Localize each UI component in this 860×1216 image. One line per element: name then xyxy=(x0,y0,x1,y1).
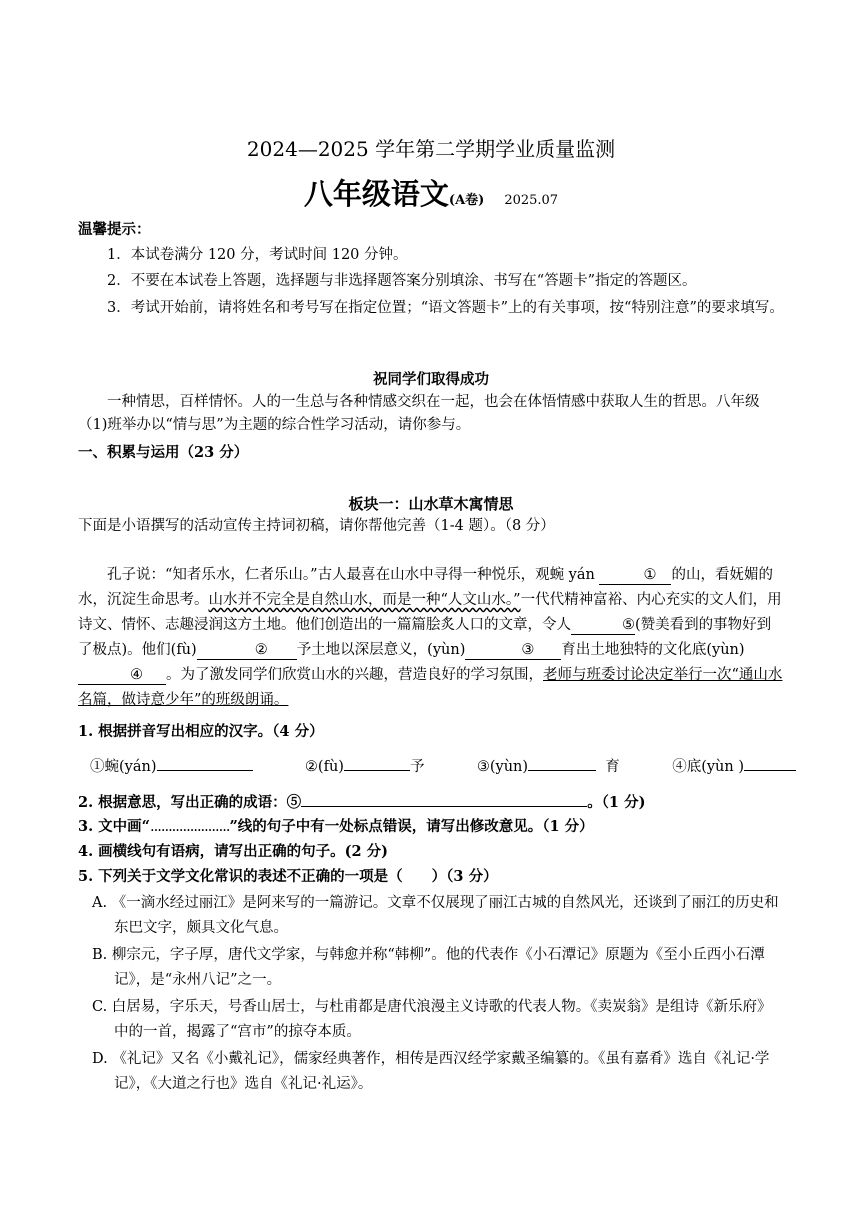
subject-name: 八年级语文 xyxy=(303,177,449,211)
underlined-sentence: 老师与班委讨论决定举行一次“通山水名篇，做诗意少年”的班级朗诵。 xyxy=(78,666,783,708)
board-instruction: 下面是小语撰写的活动宣传主持词初稿，请你帮他完善（1-4 题）。（8 分） xyxy=(78,518,555,534)
passage-text: 孔子说：“知者乐水，仁者乐山。”古人最喜在山水中寻得一种悦乐，观蜿 yán xyxy=(107,567,595,583)
question-1: 1. 根据拼音写出相应的汉字。（4 分） xyxy=(78,723,324,740)
tip-item: 2．不要在本试卷上答题，选择题与非选择题答案分别填涂、书写在“答题卡”指定的答题区。 xyxy=(107,273,697,290)
passage-text: 一代代精神富裕、内心充实的文人们，用诗文、情怀、志趣浸润这方土地。他们创造出的一篇篇脍炙人口的文章，令人 xyxy=(78,591,782,633)
option-a: A. 《一滴水经过丽江》是阿来写的一篇游记。文章不仅展现了丽江古城的自然风光，还谈到了丽江的历史和东巴文字，颇具文化气息。 xyxy=(92,895,779,936)
q1-item-4: ④底(yùn ) xyxy=(672,756,796,779)
passage xyxy=(78,563,784,713)
tip-item: 1．本试卷满分 120 分，考试时间 120 分钟。 xyxy=(107,247,408,264)
section-heading: 一、积累与运用（23 分） xyxy=(78,444,249,461)
q1-item-3: ③(yùn) 育 xyxy=(476,759,620,775)
passage-text: (赞美看到的事物好到了极点)。他们(fù) xyxy=(78,616,772,658)
question-1-blanks xyxy=(78,756,796,779)
question-5: 5. 下列关于文学文化常识的表述不正确的一项是（ ）（3 分） xyxy=(78,868,498,885)
blank-5: ⑤ xyxy=(571,617,635,635)
blank-4: ④ xyxy=(78,667,166,685)
subject-title xyxy=(78,171,784,217)
question-2: 2. 根据意思，写出正确的成语：⑤ 。（1 分) xyxy=(78,794,646,811)
option-d: D. 《礼记》又名《小戴礼记》，儒家经典著作，相传是西汉经学家戴圣编纂的。《虽有嘉肴》选自《礼记·学记》，《大道之行也》选自《礼记·礼运》。 xyxy=(92,1050,770,1092)
tips-heading: 温馨提示： xyxy=(78,221,151,238)
question-3: 3. 文中画“......................”线的句子中有一处标点错误，请写出修改意见。（1 分） xyxy=(78,818,594,835)
passage-text: 予土地以深层意义，(yùn) xyxy=(296,641,466,658)
intro-text: 一种情思，百样情怀。人的一生总与各种情感交织在一起，也会在体悟情感中获取人生的哲思。八年级（1)班举办以“情与思”为主题的综合性学习活动，请你参与。 xyxy=(78,394,760,434)
volume-label: (A卷) xyxy=(448,193,485,208)
options xyxy=(78,891,784,1097)
passage-text: 的山，看妩媚的水，沉淀生命思考。 xyxy=(78,567,773,608)
exam-date: 2025.07 xyxy=(504,193,559,208)
q1-item-1: ①蜿(yán) xyxy=(90,756,253,779)
option-b: B. 柳宗元，字子厚，唐代文学家，与韩愈并称“韩柳”。他的代表作《小石潭记》原题为《至小丘西小石潭记》，是“永州八记”之一。 xyxy=(92,946,765,988)
board-title: 板块一：山水草木寓情思 xyxy=(348,495,514,513)
blank-1: ① xyxy=(599,567,671,585)
blank-2: ② xyxy=(197,642,297,660)
tips xyxy=(78,218,784,320)
tip-item: 3．考试开始前，请将姓名和考号写在指定位置；“语文答题卡”上的有关事项，按“特别注意”的要求填写。 xyxy=(107,299,784,316)
q1-item-2: ②(fù) 予 xyxy=(304,759,425,775)
wish-text: 祝同学们取得成功 xyxy=(373,371,489,388)
option-c: C. 白居易，字乐天，号香山居士，与杜甫都是唐代浪漫主义诗歌的代表人物。《卖炭翁》是组诗《新乐府》中的一首，揭露了“宫市”的掠夺本质。 xyxy=(92,998,772,1040)
wavy-sentence: 山水并不完全是自然山水，而是一种“人文山水。” xyxy=(208,591,521,608)
passage-text: 。为了激发同学们欣赏山水的兴趣，营造良好的学习氛围， xyxy=(166,666,543,683)
exam-title: 2024—2025 学年第二学期学业质量监测 xyxy=(246,137,616,161)
question-4: 4. 画横线句有语病，请写出正确的句子。(2 分) xyxy=(78,843,389,860)
blank-3: ③ xyxy=(465,642,561,660)
passage-text: 育出土地独特的文化底(yùn) xyxy=(561,641,745,658)
